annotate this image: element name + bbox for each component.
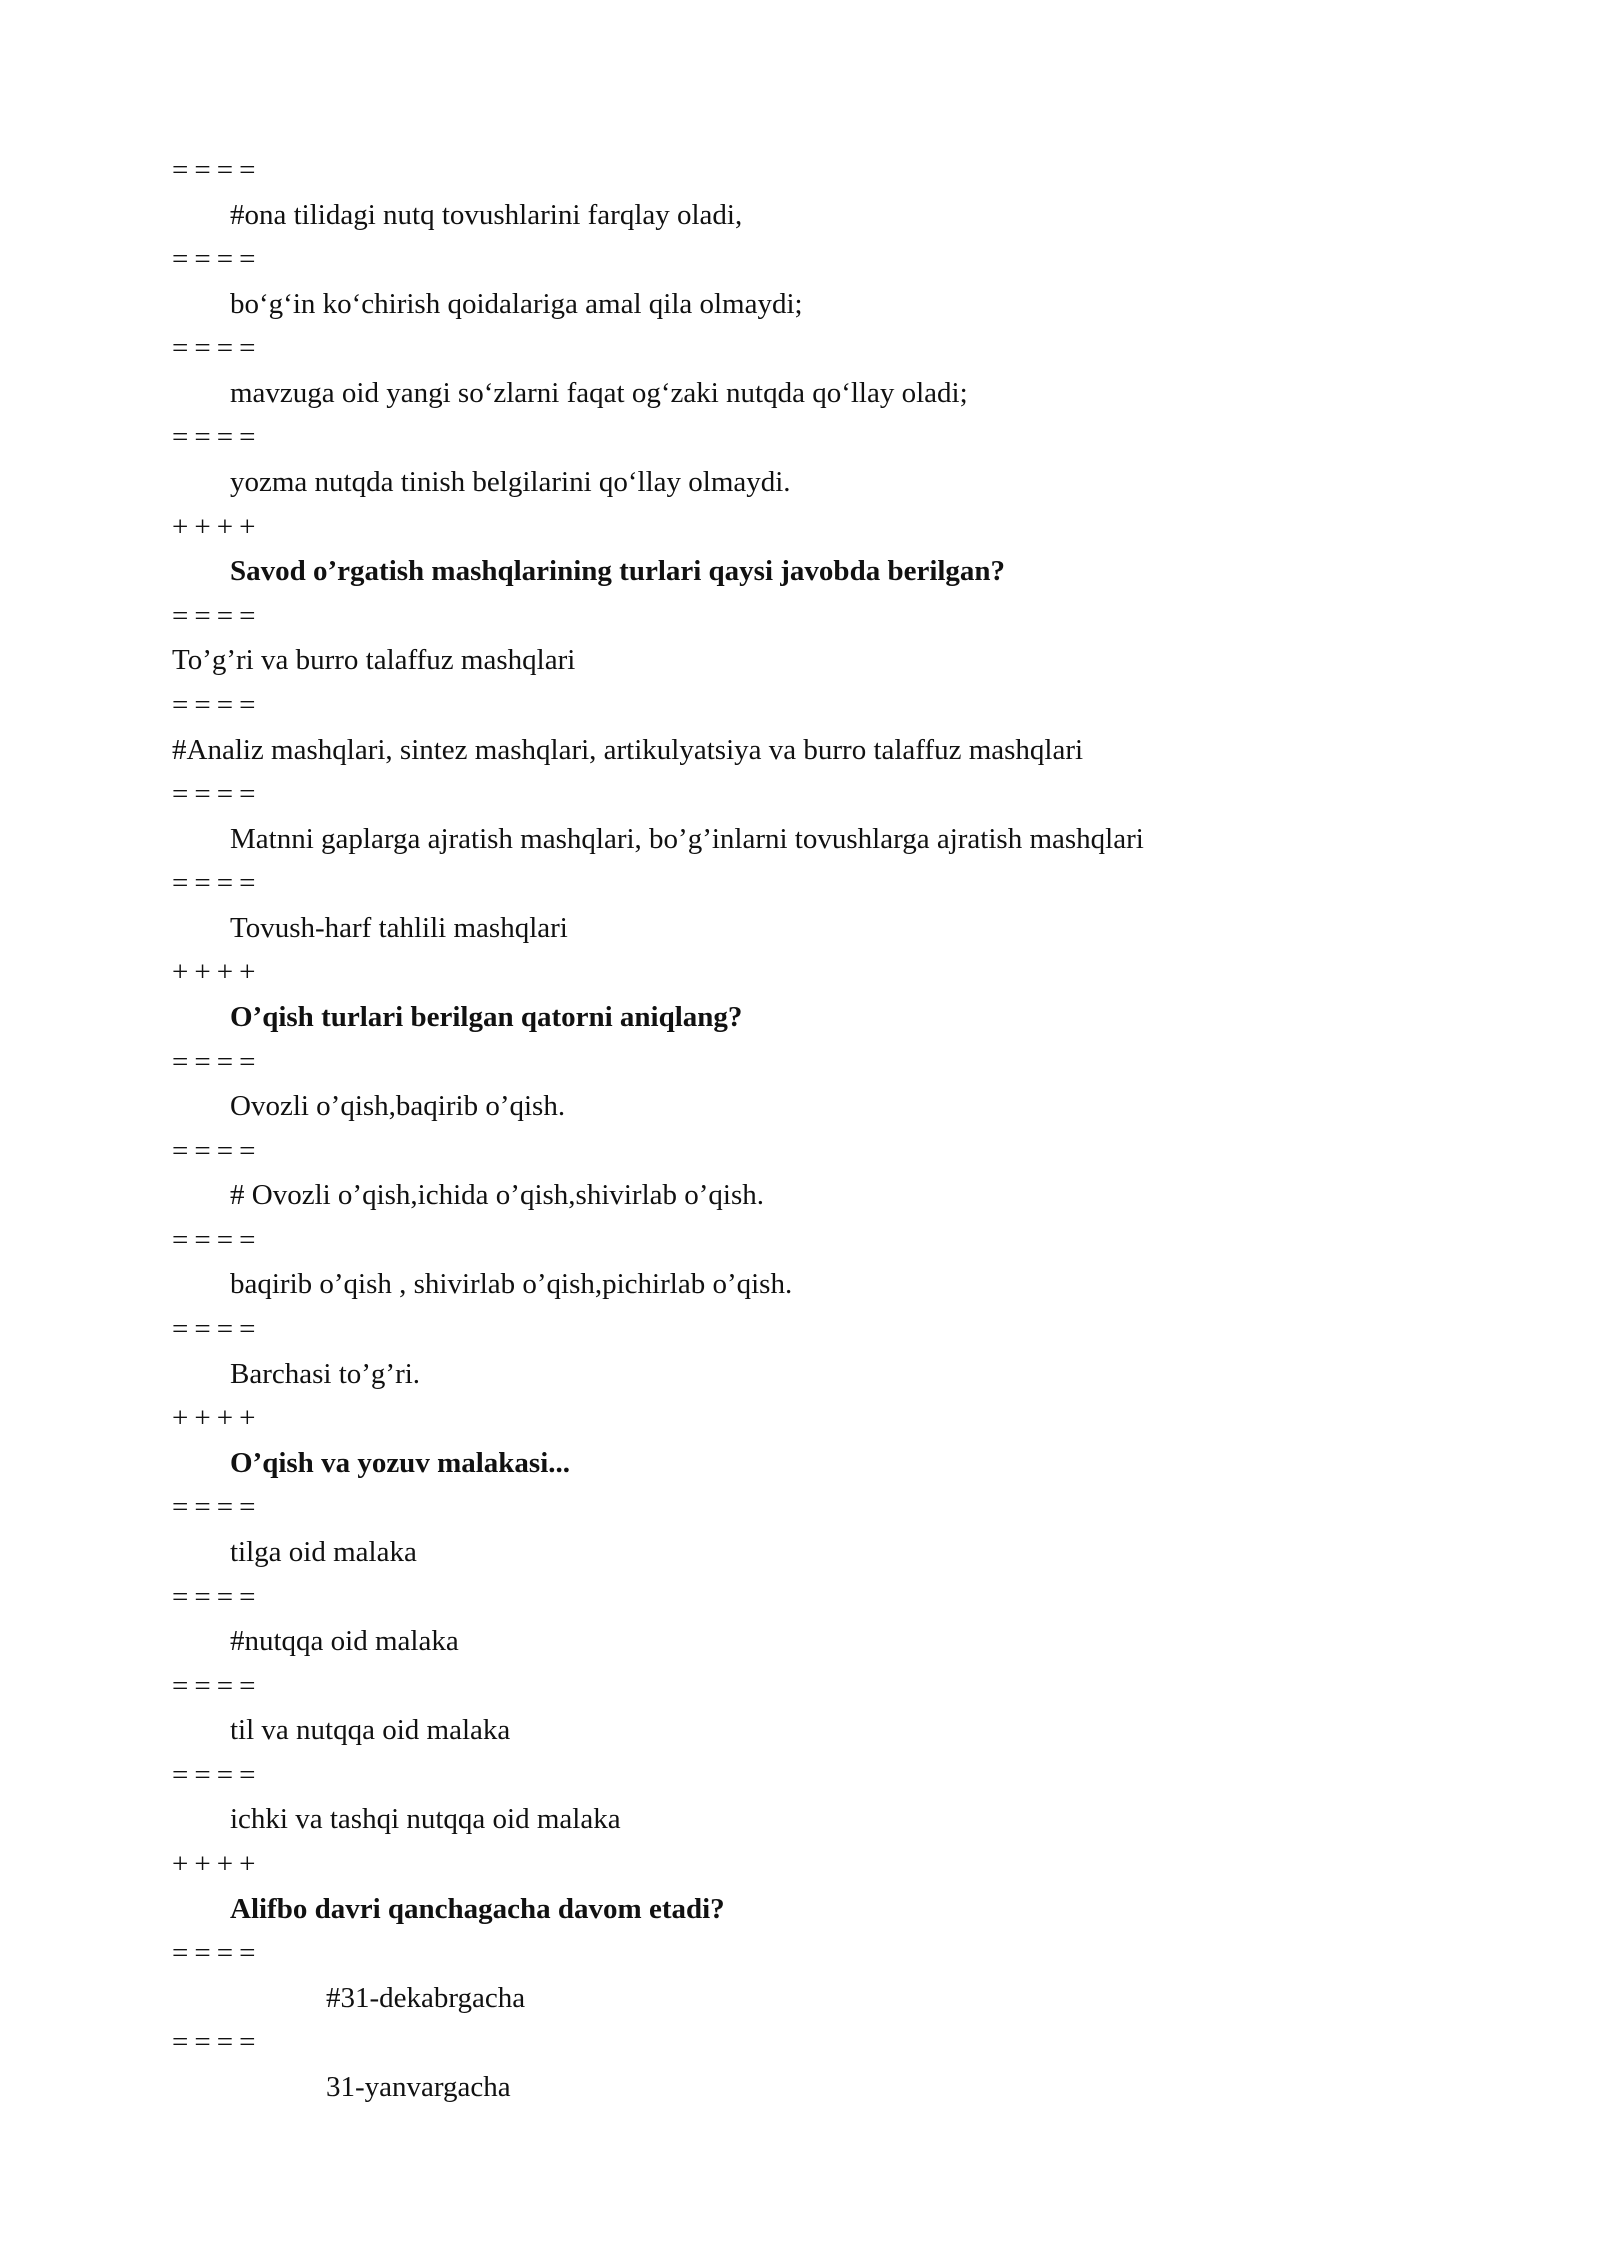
answer-separator: ==== [172,1580,262,1613]
answer-separator: ==== [172,778,262,811]
answer-option: til va nutqqa oid malaka [230,1714,511,1747]
answer-separator: ==== [172,1134,262,1167]
answer-option: #nutqqa oid malaka [230,1625,459,1658]
answer-separator: ==== [172,1669,262,1702]
question-separator: ++++ [172,956,262,989]
answer-separator: ==== [172,867,262,900]
answer-separator: ==== [172,599,262,632]
answer-option: #ona tilidagi nutq tovushlarini farqlay oladi, [230,198,743,231]
question-text: O’qish va yozuv malakasi... [230,1446,570,1479]
answer-option: mavzuga oid yangi so‘zlarni faqat og‘zaki nutqda qo‘llay oladi; [230,376,968,409]
answer-option: # Ovozli o’qish,ichida o’qish,shivirlab o’qish. [230,1179,765,1212]
answer-option: 31-yanvargacha [326,2070,511,2103]
answer-option: #Analiz mashqlari, sintez mashqlari, artikulyatsiya va burro talaffuz mashqlari [172,733,1084,766]
answer-separator: ==== [172,688,262,721]
question-text: O’qish turlari berilgan qatorni aniqlang? [230,1000,743,1033]
answer-separator: ==== [172,2026,262,2059]
question-separator: ++++ [172,1402,262,1435]
answer-separator: ==== [172,421,262,454]
answer-option: Ovozli o’qish,baqirib o’qish. [230,1090,566,1123]
answer-separator: ==== [172,1937,262,1970]
answer-separator: ==== [172,332,262,365]
answer-option: yozma nutqda tinish belgilarini qo‘llay olmaydi. [230,466,791,499]
answer-option: tilga oid malaka [230,1535,417,1568]
answer-separator: ==== [172,1313,262,1346]
answer-separator: ==== [172,1491,262,1524]
answer-separator: ==== [172,1223,262,1256]
answer-option: baqirib o’qish , shivirlab o’qish,pichirlab o’qish. [230,1268,793,1301]
answer-separator: ==== [172,1045,262,1078]
answer-separator: ==== [172,1758,262,1791]
answer-option: Tovush-harf tahlili mashqlari [230,911,568,944]
answer-option: ichki va tashqi nutqqa oid malaka [230,1803,621,1836]
answer-option: To’g’ri va burro talaffuz mashqlari [172,644,576,677]
question-text: Alifbo davri qanchagacha davom etadi? [230,1892,725,1925]
answer-option: Barchasi to’g’ri. [230,1357,421,1390]
answer-option: Matnni gaplarga ajratish mashqlari, bo’g’inlarni tovushlarga ajratish mashqlari [230,822,1144,855]
question-separator: ++++ [172,1847,262,1880]
answer-option: #31-dekabrgacha [326,1981,526,2014]
question-separator: ++++ [172,510,262,543]
answer-option: bo‘g‘in ko‘chirish qoidalariga amal qila olmaydi; [230,287,803,320]
answer-separator: ==== [172,154,262,186]
question-text: Savod o’rgatish mashqlarining turlari qaysi javobda berilgan? [230,555,1006,588]
answer-separator: ==== [172,243,262,276]
